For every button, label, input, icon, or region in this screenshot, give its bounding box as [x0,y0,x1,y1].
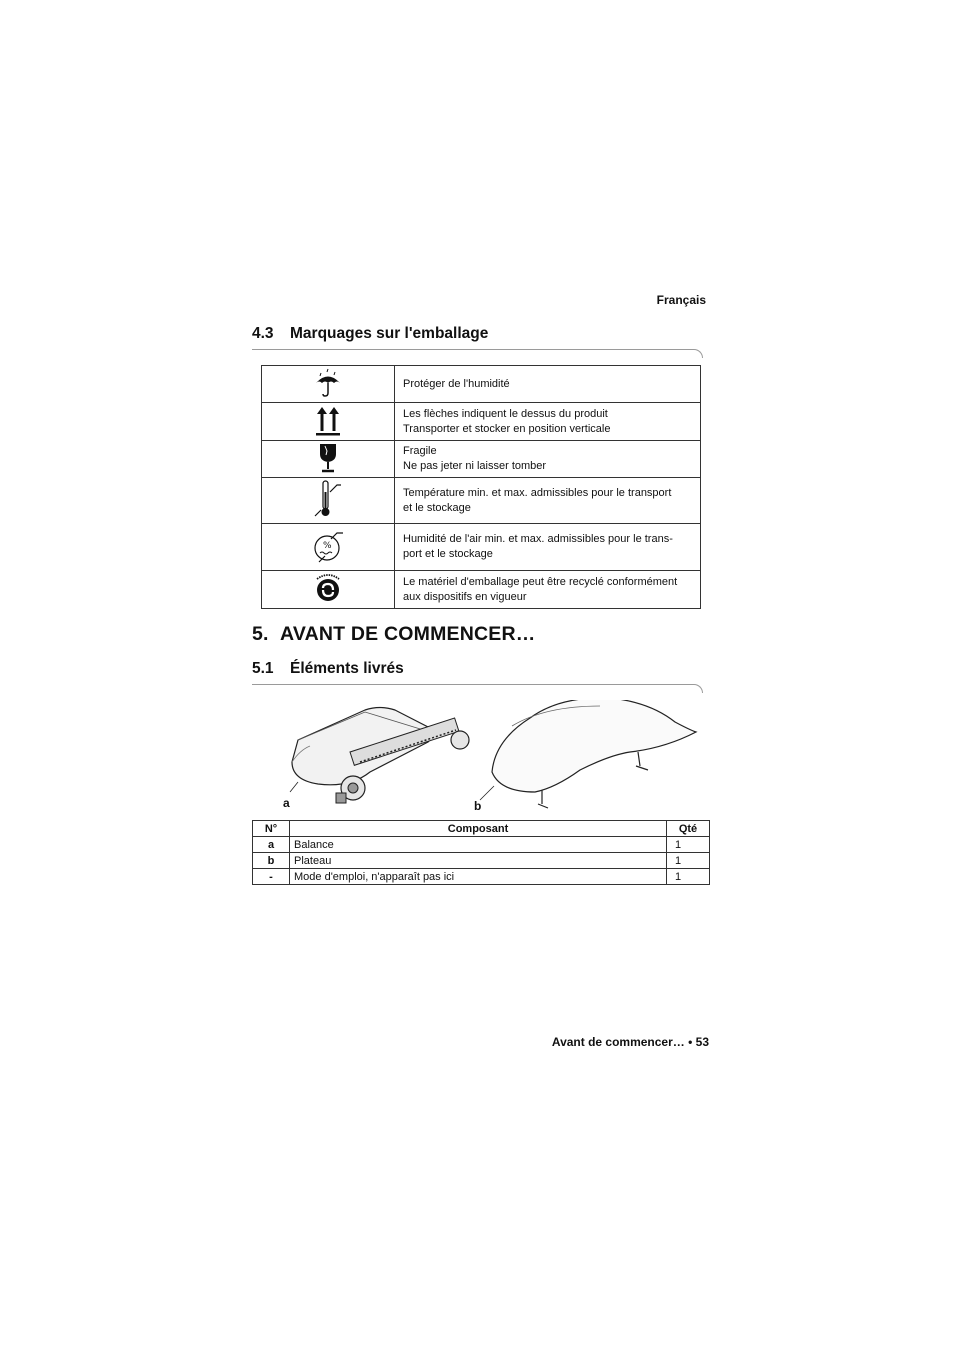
table-cell: 1 [667,853,710,869]
column-header: Composant [290,821,667,837]
figure-label-b: b [474,799,482,813]
section-title: Éléments livrés [290,660,404,677]
table-cell: - [253,869,290,885]
table-cell: b [253,853,290,869]
table-cell: Mode d'emploi, n'apparaît pas ici [290,869,667,885]
table-row [262,571,701,609]
parts-table [252,820,710,885]
section-heading-5-1 [252,660,404,678]
section-number: 4.3 [252,325,274,342]
markings-table [261,365,701,609]
table-row [253,853,710,869]
section-heading-4-3 [252,325,488,343]
table-row [262,403,701,441]
table-row [253,837,710,853]
page-footer: Avant de commencer… • 53 [551,1035,709,1049]
column-header: N° [253,821,290,837]
marking-description: Protéger de l'humidité [395,366,701,403]
table-row [262,441,701,478]
table-cell: a [253,837,290,853]
umbrella-icon [262,366,395,403]
marking-description: Humidité de l'air min. et max. admissibles pour le trans- port et le stockage [395,524,701,571]
chapter-number: 5. [252,623,269,645]
up-arrows-icon [262,403,395,441]
marking-description: Température min. et max. admissibles pour le transport et le stockage [395,478,701,524]
figure-label-a: a [283,796,290,810]
marking-description: Fragile Ne pas jeter ni laisser tomber [395,441,701,478]
marking-description: Le matériel d'emballage peut être recyclé conformément aux dispositifs en vigueur [395,571,701,609]
chapter-heading-5 [252,623,536,646]
table-row [253,869,710,885]
temperature-limit-icon [262,478,395,524]
table-cell: 1 [667,837,710,853]
humidity-limit-icon [262,524,395,571]
column-header: Qté [667,821,710,837]
fragile-glass-icon [262,441,395,478]
chapter-title: AVANT DE COMMENCER… [280,623,536,645]
table-cell: 1 [667,869,710,885]
language-label: Français [656,293,706,307]
table-cell: Plateau [290,853,667,869]
scale-and-plate-illustration [280,700,700,818]
marking-description: Les flèches indiquent le dessus du produit Transporter et stocker en position verticale [395,403,701,441]
table-row [262,524,701,571]
table-header-row [253,821,710,837]
svg-text:%: % [323,540,332,551]
table-row [262,366,701,403]
section-number: 5.1 [252,660,274,677]
section-rule [252,349,703,358]
section-title: Marquages sur l'emballage [290,325,489,342]
table-cell: Balance [290,837,667,853]
recycling-green-dot-icon [262,571,395,609]
section-rule [252,684,703,693]
delivered-items-figure [280,700,700,818]
table-row [262,478,701,524]
